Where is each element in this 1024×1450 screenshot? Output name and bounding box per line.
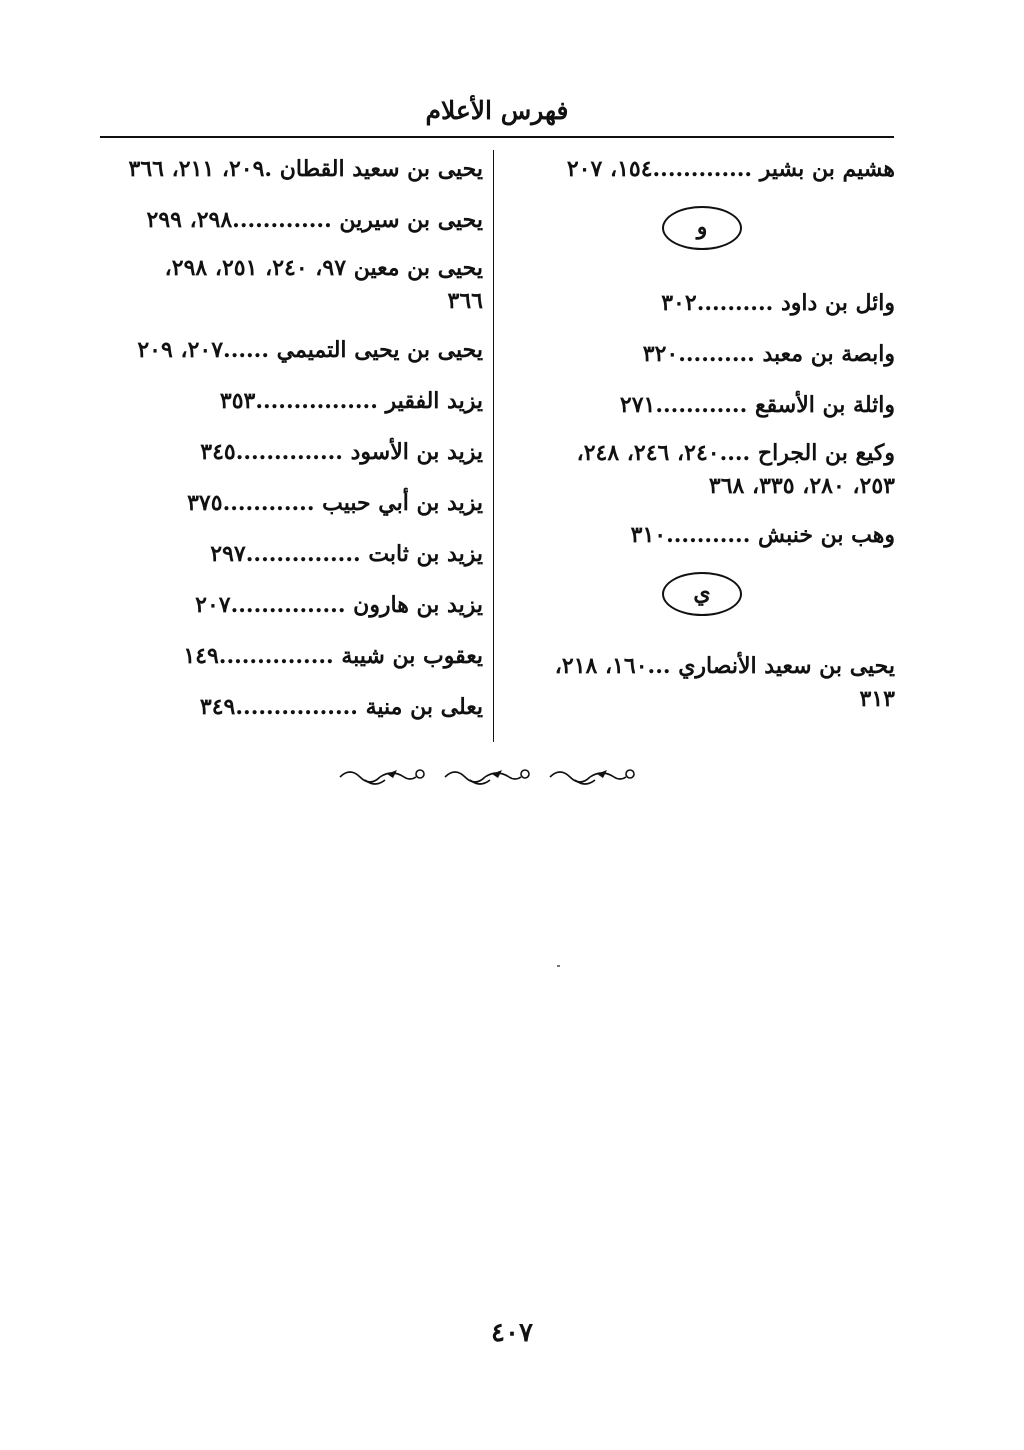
entry-page-refs: ١٦٠، ٢١٨، bbox=[554, 653, 648, 679]
section-letter-oval: و bbox=[662, 206, 742, 250]
entry-page-refs: ٢٠٧، ٢٠٩ bbox=[137, 337, 224, 363]
entry-page-refs: ٢٠٧ bbox=[195, 592, 231, 618]
entry-name: وابصة بن معبد bbox=[762, 341, 895, 367]
index-entry bbox=[95, 331, 483, 369]
entry-page-refs-continued: ٢٥٣، ٢٨٠، ٣٣٥، ٣٦٨ bbox=[708, 473, 895, 499]
entry-leader-dots: ... bbox=[647, 653, 671, 679]
entry-name: وكيع بن الجراح bbox=[757, 440, 895, 466]
page-header-title: فهرس الأعلام bbox=[425, 96, 569, 125]
ornament-divider bbox=[335, 762, 655, 792]
index-entry bbox=[505, 284, 895, 322]
entry-leader-dots: ............... bbox=[230, 592, 346, 618]
entry-leader-dots: ...... bbox=[223, 337, 269, 363]
entry-page-refs: ٣٠٢ bbox=[661, 290, 697, 316]
entry-name: يحيى بن معين bbox=[353, 255, 483, 281]
entry-name: هشيم بن بشير bbox=[759, 156, 895, 182]
entry-name: يزيد الفقير bbox=[385, 388, 483, 414]
index-entry bbox=[505, 150, 895, 188]
entry-leader-dots: ................ bbox=[255, 388, 378, 414]
entry-leader-dots: .............. bbox=[235, 439, 343, 465]
entry-leader-dots: ............... bbox=[245, 541, 361, 567]
section-letter bbox=[505, 201, 895, 272]
entry-page-refs: ٣٤٥ bbox=[200, 439, 236, 465]
index-column-right bbox=[505, 150, 895, 729]
entry-page-refs: ٣١٠ bbox=[630, 522, 667, 548]
header-rule bbox=[100, 136, 894, 138]
index-entry bbox=[95, 201, 483, 239]
entry-leader-dots: ............ bbox=[655, 392, 748, 418]
entry-name: وهب بن خنبش bbox=[758, 522, 895, 548]
entry-leader-dots: ............. bbox=[652, 156, 753, 182]
entry-name: يزيد بن أبي حبيب bbox=[322, 490, 483, 516]
entry-page-refs: ٢٧١ bbox=[619, 392, 656, 418]
entry-leader-dots: .... bbox=[719, 440, 751, 466]
entry-leader-dots: ........... bbox=[666, 522, 751, 548]
entry-name: يحيى بن سعيد القطان bbox=[279, 156, 483, 182]
entry-name: يحيى بن سعيد الأنصاري bbox=[678, 653, 895, 679]
entry-leader-dots: ............ bbox=[222, 490, 315, 516]
index-entry bbox=[95, 433, 483, 471]
entry-page-refs-continued: ٣٦٦ bbox=[447, 288, 483, 314]
entry-name: يعلى بن منية bbox=[365, 694, 483, 720]
index-column-left bbox=[95, 150, 483, 739]
column-divider bbox=[493, 150, 494, 742]
section-letter bbox=[505, 567, 895, 638]
entry-name: يحيى بن يحيى التميمي bbox=[276, 337, 483, 363]
entry-page-refs: ٣٢٠ bbox=[642, 341, 679, 367]
entry-name: يزيد بن هارون bbox=[353, 592, 483, 618]
entry-name: وائل بن داود bbox=[780, 290, 895, 316]
entry-page-refs: ١٥٤، ٢٠٧ bbox=[566, 156, 653, 182]
entry-name: يعقوب بن شيبة bbox=[341, 643, 483, 669]
index-entry bbox=[95, 637, 483, 675]
entry-page-refs: ٢٠٩، ٢١١، ٣٦٦ bbox=[128, 156, 265, 182]
entry-leader-dots: ................ bbox=[235, 694, 358, 720]
entry-page-refs-continued: ٣١٣ bbox=[859, 686, 895, 712]
entry-name: واثلة بن الأسقع bbox=[754, 392, 895, 418]
ornament-vine-1 bbox=[340, 770, 424, 784]
index-entry bbox=[505, 516, 895, 554]
index-entry bbox=[505, 650, 895, 716]
entry-page-refs: ١٤٩ bbox=[183, 643, 219, 669]
index-entry bbox=[95, 252, 483, 318]
entry-leader-dots: ............. bbox=[232, 207, 332, 233]
entry-leader-dots: . bbox=[264, 156, 273, 182]
page-number: ٤٠٧ bbox=[491, 1318, 533, 1348]
index-entry bbox=[95, 535, 483, 573]
entry-name: يحيى بن سيرين bbox=[339, 207, 483, 233]
index-entry bbox=[95, 150, 483, 188]
entry-page-refs: ٣٧٥ bbox=[187, 490, 223, 516]
entry-page-refs: ٣٥٣ bbox=[219, 388, 256, 414]
index-entry bbox=[95, 484, 483, 522]
index-entry bbox=[95, 586, 483, 624]
entry-page-refs: ٢٩٨، ٢٩٩ bbox=[146, 207, 233, 233]
index-entry bbox=[95, 688, 483, 726]
entry-leader-dots: .......... bbox=[678, 341, 755, 367]
index-entry bbox=[505, 437, 895, 503]
entry-page-refs: ٢٩٧ bbox=[210, 541, 246, 567]
entry-page-refs: ٩٧، ٢٤٠، ٢٥١، ٢٩٨، bbox=[164, 255, 347, 281]
index-entry bbox=[505, 335, 895, 373]
entry-name: يزيد بن ثابت bbox=[368, 541, 483, 567]
section-letter-oval: ي bbox=[662, 572, 742, 616]
index-entry bbox=[505, 386, 895, 424]
entry-leader-dots: ............... bbox=[218, 643, 334, 669]
entry-page-refs: ٣٤٩ bbox=[199, 694, 236, 720]
entry-leader-dots: .......... bbox=[696, 290, 774, 316]
index-entry bbox=[95, 382, 483, 420]
entry-name: يزيد بن الأسود bbox=[350, 439, 483, 465]
scan-speck bbox=[557, 965, 560, 967]
entry-page-refs: ٢٤٠، ٢٤٦، ٢٤٨، bbox=[576, 440, 720, 466]
ornament-vine-3 bbox=[550, 770, 634, 784]
ornament-vine-2 bbox=[445, 770, 529, 784]
